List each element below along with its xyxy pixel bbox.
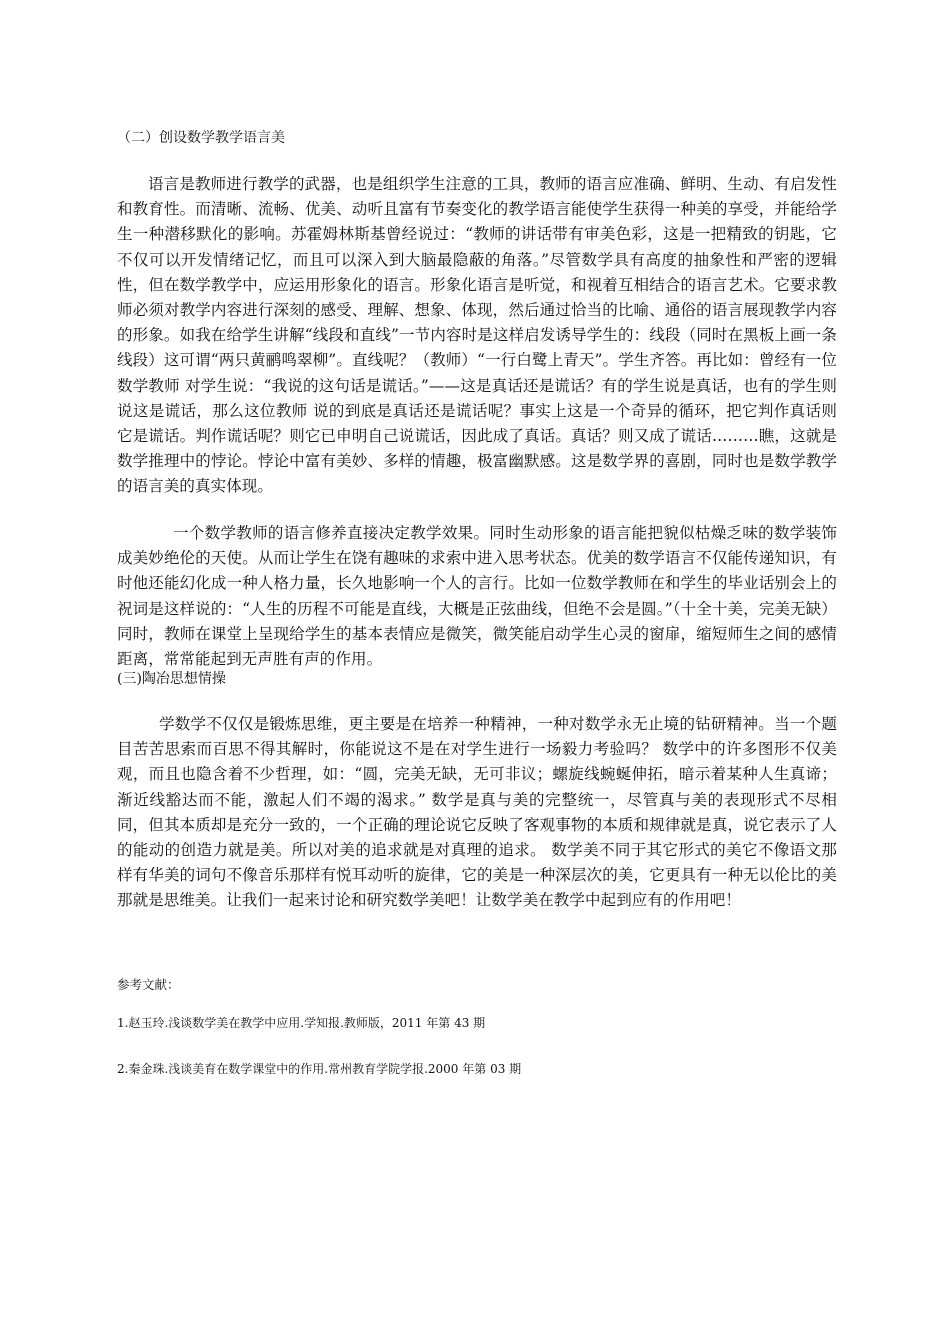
references-title: 参考文献： [117, 977, 180, 992]
section2-heading: （二）创设数学教学语言美 [117, 130, 285, 146]
section2-paragraph-2: 一个数学教师的语言修养直接决定教学效果。同时生动形象的语言能把貌似枯燥乏味的数学装饰成美妙绝伦的天使。从而让学生在饶有趣味的求索中进入思考状态。优美的数学语言不仅能传递知识，有时他还能幻化成一种人格力量，长久地影响一个人的言行。比如一位数学教师在和学生的毕业话别会上的祝词是这样说的：“人生的历程不可能是直线，大概是正弦曲线，但绝不会是圆。”（十全十美，完美无缺） 同时，教师在课堂上呈现给学生的基本表情应是微笑，微笑能启动学生心灵的窗扉，缩短师生之间的感情距离，常常能起到无声胜有声的作用。 [117, 524, 837, 669]
section2-paragraph-1: 语言是教师进行教学的武器，也是组织学生注意的工具，教师的语言应准确、鲜明、生动、有启发性和教育性。而清晰、流畅、优美、动听且富有节奏变化的教学语言能使学生获得一种美的享受，并能给学生一种潜移默化的影响。苏霍姆林斯基曾经说过：“教师的讲话带有审美色彩，这是一把精致的钥匙，它不仅可以开发情绪记忆，而且可以深入到大脑最隐蔽的角落。”尽管数学具有高度的抽象性和严密的逻辑性，但在数学教学中，应运用形象化的语言。形象化语言是听觉，和视着互相结合的语言艺术。它要求教师必须对教学内容进行深刻的感受、理解、想象、体现，然后通过恰当的比喻、通俗的语言展现教学内容的形象。如我在给学生讲解“线段和直线”一节内容时是这样启发诱导学生的：线段（同时在黑板上画一条线段）这可谓“两只黄鹂鸣翠柳”。直线呢？（教师）“一行白鹭上青天”。学生齐答。再比如：曾经有一位数学教师 对学生说：“我说的这句话是谎话。”——这是真话还是谎话？有的学生说是真话，也有的学生则说这是谎话，那么这位教师 说的到底是真话还是谎话呢？事实上这是一个奇异的循环，把它判作真话则它是谎话。判作谎话呢？则它已申明自己说谎话，因此成了真话。真话？则又成了谎话………瞧，这就是数学推理中的悖论。悖论中富有美妙、多样的情趣，极富幽默感。这是数学界的喜剧，同时也是数学教学的语言美的真实体现。 [117, 175, 837, 496]
reference-item-1: 1.赵玉玲.浅谈数学美在教学中应用.学知报.教师版，2011 年第 43 期 [117, 1016, 486, 1030]
section3-paragraph-1: 学数学不仅仅是锻炼思维，更主要是在培养一种精神，一种对数学永无止境的钻研精神。当一个题目苦苦思索而百思不得其解时，你能说这不是在对学生进行一场毅力考验吗？ 数学中的许多图形不仅美观，而且也隐含着不少哲理，如：“圆，完美无缺，无可非议；螺旋线蜿蜒伸拓，暗示着某种人生真谛；渐近线豁达而不能，激起人们不竭的渴求。” 数学是真与美的完整统一，尽管真与美的表现形式不尽相同，但其本质却是充分一致的，一个正确的理论说它反映了客观事物的本质和规律就是真，说它表示了人的能动的创造力就是美。所以对美的追求就是对真理的追求。 数学美不同于其它形式的美它不像语文那样有华美的词句不像音乐那样有悦耳动听的旋律，它的美是一种深层次的美，它更具有一种无以伦比的美那就是思维美。让我们一起来讨论和研究数学美吧！让数学美在教学中起到应有的作用吧！ [117, 715, 837, 910]
section3-heading: (三)陶冶思想情操 [117, 671, 226, 687]
reference-item-2: 2.秦金珠.浅谈美育在数学课堂中的作用.常州教育学院学报.2000 年第 03 期 [117, 1062, 522, 1076]
